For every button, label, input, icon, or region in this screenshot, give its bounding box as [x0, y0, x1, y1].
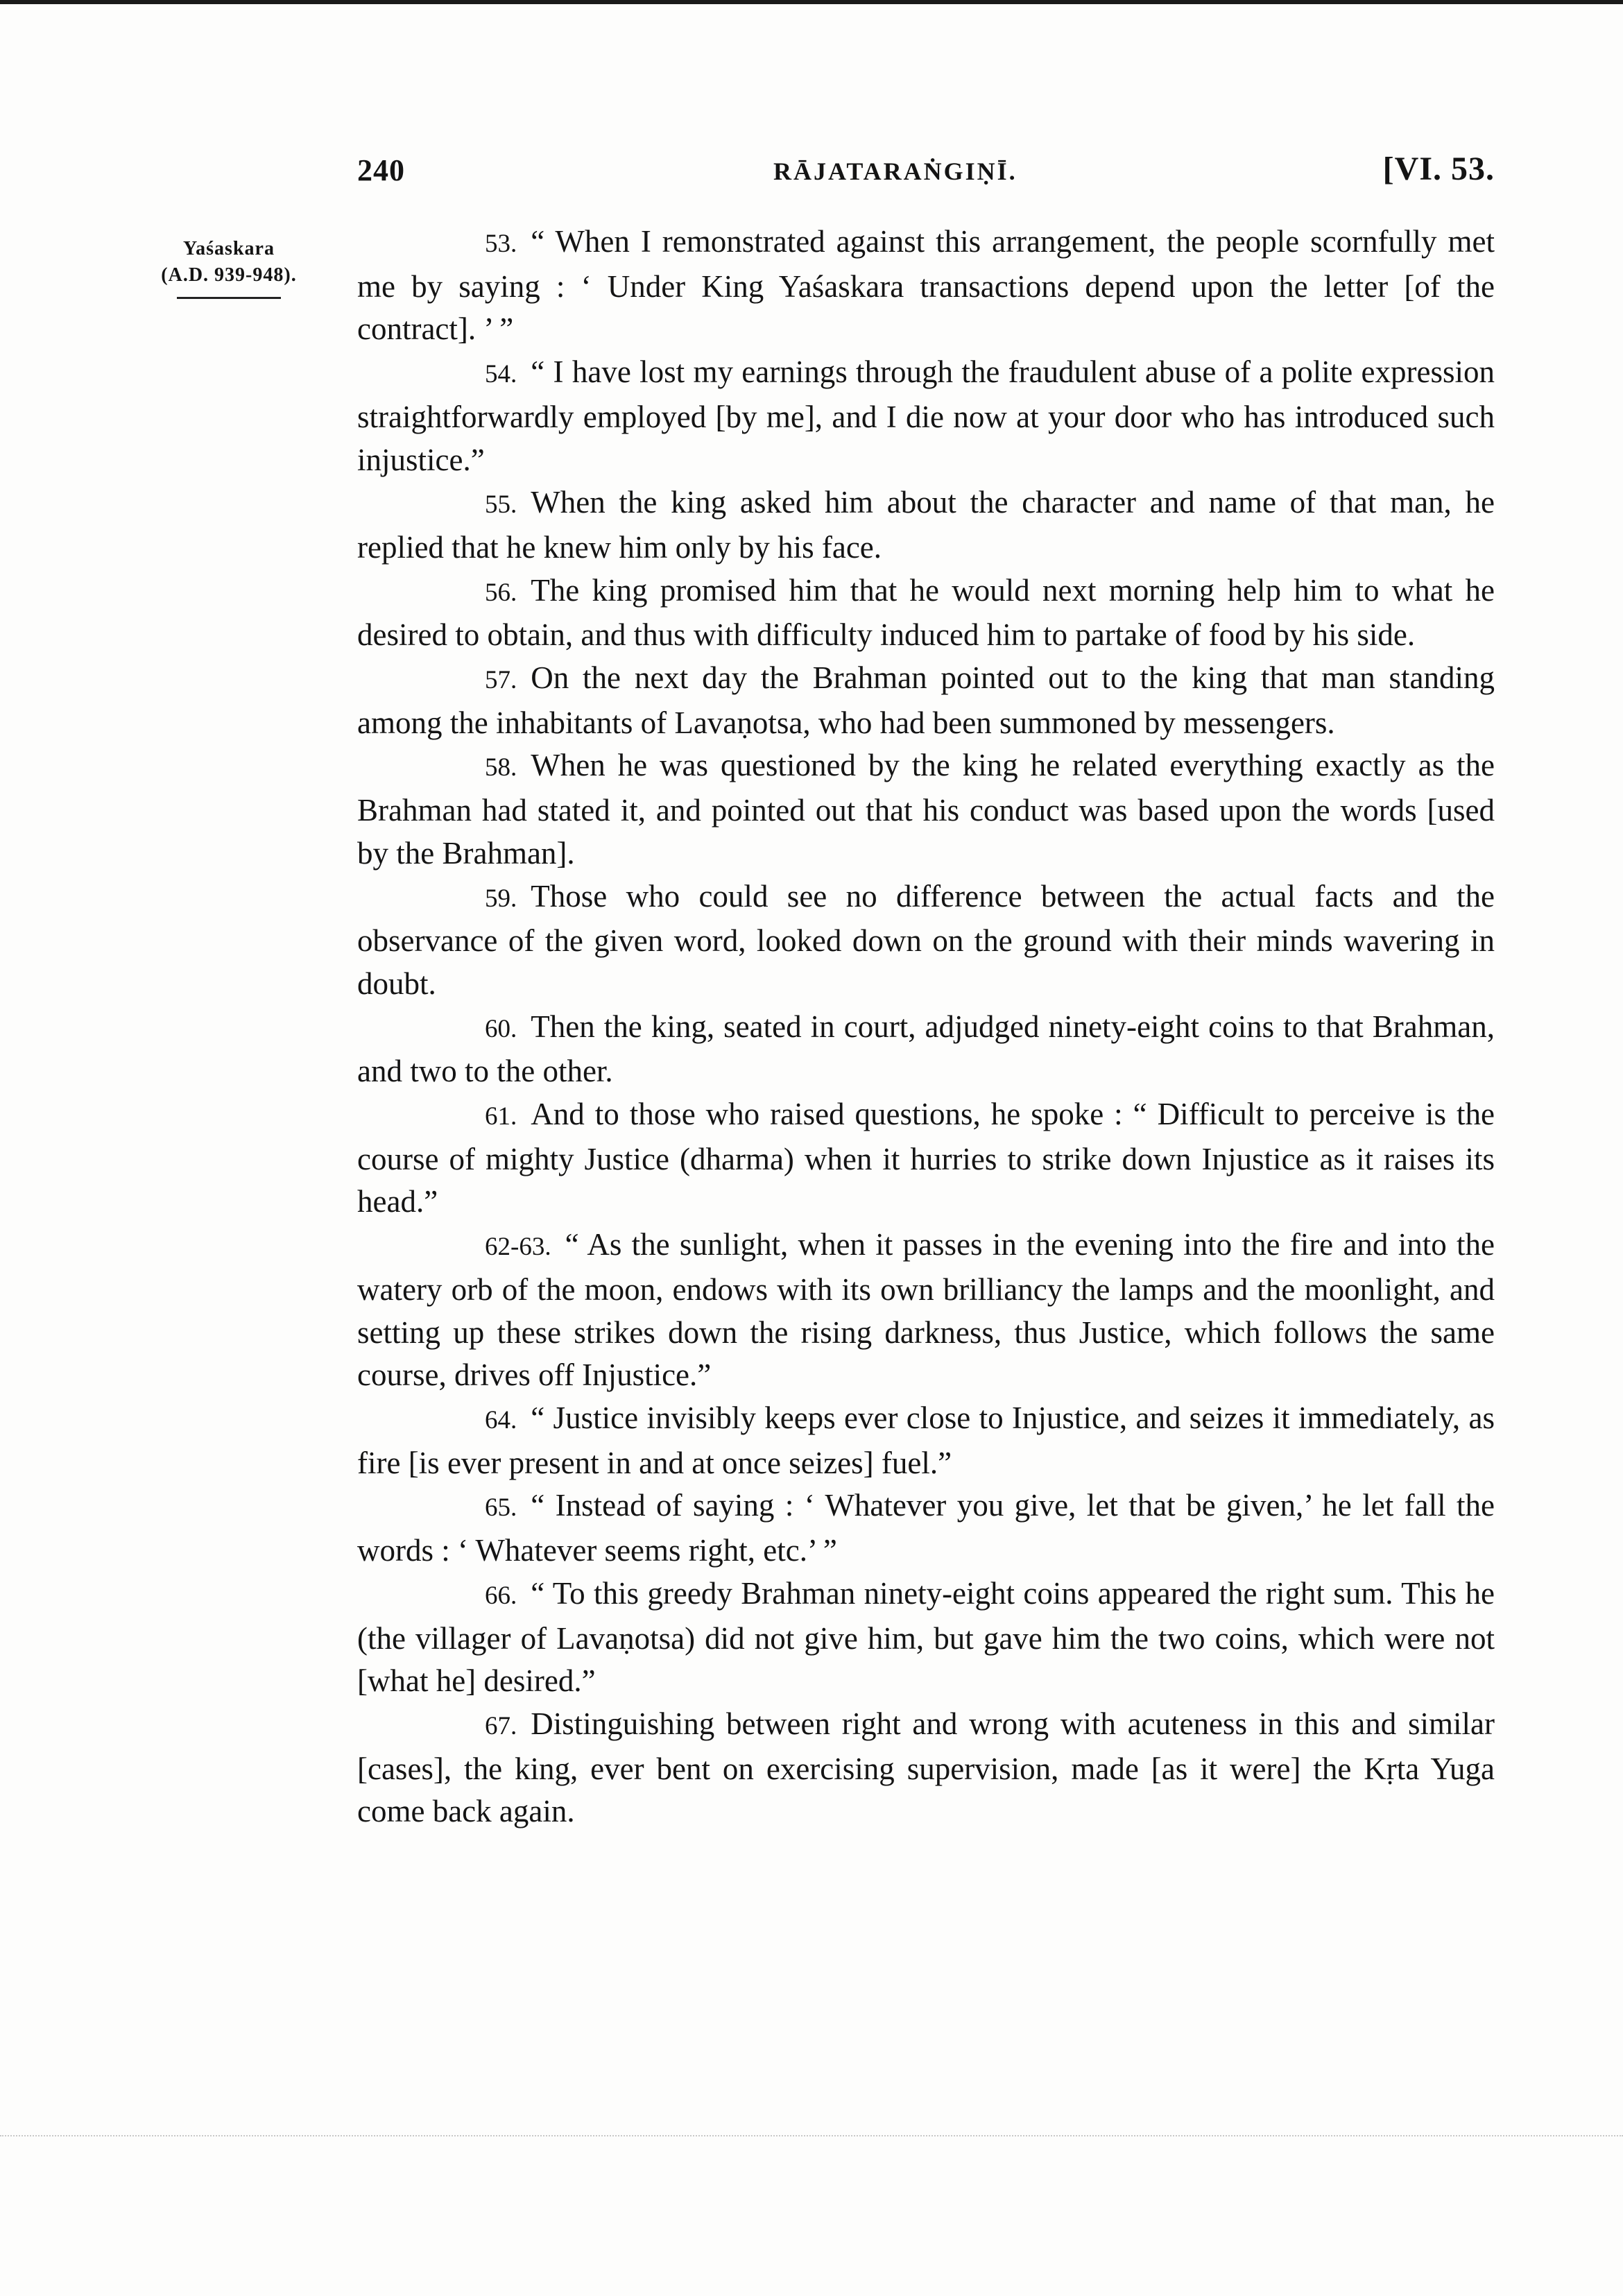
verse-number: 64.	[485, 1405, 517, 1434]
verse-number: 57.	[485, 666, 517, 695]
verse-number: 66.	[485, 1581, 517, 1610]
verse-paragraph	[357, 1703, 1495, 1833]
scan-edge-dotted-line	[0, 2135, 1623, 2138]
verse-paragraph	[357, 744, 1495, 875]
verse-paragraph	[357, 221, 1495, 351]
verse-text: “ When I remonstrated against this arrangement, the people scornfully met me by saying : ‘ Under King Yaśaskara transactions depend upon the letter [of the contract]. ’ ”	[357, 224, 1495, 347]
verse-number: 59.	[485, 884, 517, 913]
margin-note-dates: (A.D. 939-948).	[161, 264, 297, 286]
margin-note-underline	[177, 297, 281, 299]
verse-text: Distinguishing between right and wrong with acuteness in this and similar [cases], the king, ever bent on exercising supervision, made [as it were] the Kṛta Yuga come back again.	[357, 1706, 1495, 1829]
verse-text: When he was questioned by the king he related everything exactly as the Brahman had stated it, and pointed out that his conduct was based upon the words [used by the Brahman].	[357, 748, 1495, 871]
verse-number: 62-63.	[485, 1233, 551, 1262]
top-edge-rule	[0, 0, 1623, 4]
main-text	[357, 221, 1495, 1833]
verse-text: “ Instead of saying : ‘ Whatever you give, let that be given,’ he let fall the words : ‘ Whatever seems right, etc.’ ”	[357, 1488, 1495, 1568]
verse-text: When the king asked him about the character and name of that man, he replied that he knew him only by his face.	[357, 485, 1495, 565]
verse-paragraph	[357, 1224, 1495, 1397]
verse-number: 55.	[485, 490, 517, 520]
verse-number: 56.	[485, 578, 517, 607]
verse-text: On the next day the Brahman pointed out to the king that man standing among the inhabitants of Lavaṇotsa, who had been summoned by messengers.	[357, 660, 1495, 740]
verse-text: Then the king, seated in court, adjudged ninety-eight coins to that Brahman, and two to the other.	[357, 1009, 1495, 1089]
page-number: 240	[357, 153, 405, 187]
verse-paragraph	[357, 875, 1495, 1006]
page-header	[357, 146, 1495, 194]
verse-paragraph	[357, 657, 1495, 744]
verse-text: “ I have lost my earnings through the fraudulent abuse of a polite expression straightforwardly employed [by me], and I die now at your door who has introduced such injustice.”	[357, 354, 1495, 477]
margin-note-king: Yaśaskara	[183, 238, 275, 259]
verse-number: 53.	[485, 230, 517, 258]
margin-note	[149, 236, 309, 299]
running-title: RĀJATARAṄGIṆĪ.	[773, 157, 1017, 185]
verse-number: 61.	[485, 1102, 517, 1131]
verse-number: 58.	[485, 753, 517, 782]
verse-paragraph	[357, 481, 1495, 569]
verse-paragraph	[357, 569, 1495, 657]
section-reference: [VI. 53.	[1382, 151, 1495, 187]
verse-number: 54.	[485, 360, 517, 389]
verse-paragraph	[357, 1093, 1495, 1224]
verse-number: 67.	[485, 1711, 517, 1740]
verse-text: Those who could see no difference between the actual facts and the observance of the given word, looked down on the ground with their minds wavering in doubt.	[357, 878, 1495, 1001]
verse-text: “ As the sunlight, when it passes in the evening into the fire and into the watery orb of the moon, endows with its own brilliancy the lamps and the moonlight, and setting up these strikes down the rising darkness, thus Justice, which follows the same course, drives off Injustice.”	[357, 1227, 1495, 1393]
verse-text: “ Justice invisibly keeps ever close to Injustice, and seizes it immediately, as fire [is ever present in and at once seizes] fuel.”	[357, 1400, 1495, 1480]
verse-number: 65.	[485, 1493, 517, 1523]
verse-text: The king promised him that he would next morning help him to what he desired to obtain, and thus with difficulty induced him to partake of food by his side.	[357, 572, 1495, 653]
verse-paragraph	[357, 351, 1495, 481]
verse-paragraph	[357, 1006, 1495, 1093]
verse-number: 60.	[485, 1014, 517, 1043]
verse-paragraph	[357, 1397, 1495, 1484]
verse-paragraph	[357, 1484, 1495, 1572]
verse-paragraph	[357, 1573, 1495, 1703]
verse-text: And to those who raised questions, he spoke : “ Difficult to perceive is the course of mighty Justice (dharma) when it hurries to strike down Injustice as it raises its head.”	[357, 1097, 1495, 1219]
verse-text: “ To this greedy Brahman ninety-eight coins appeared the right sum. This he (the villager of Lavaṇotsa) did not give him, but gave him the two coins, which were not [what he] desired.”	[357, 1575, 1495, 1699]
